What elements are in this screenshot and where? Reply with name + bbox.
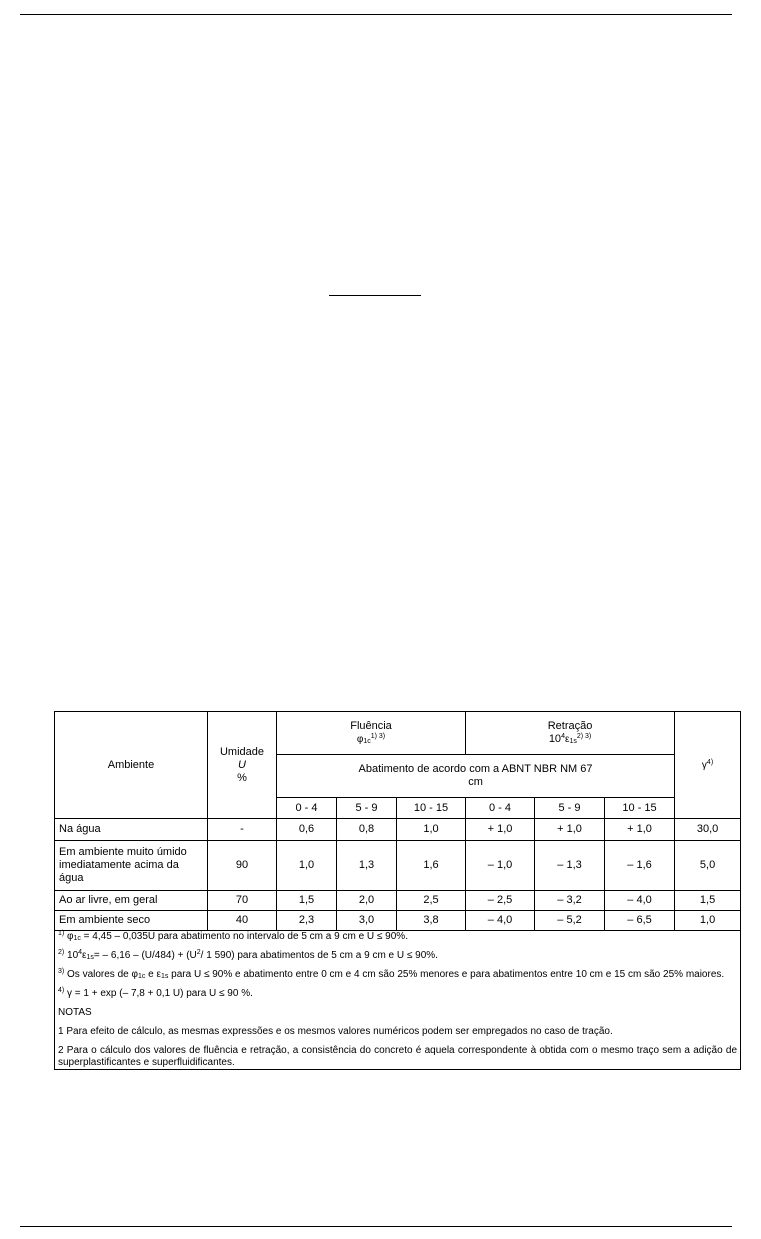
cell-fluencia: 0,6 xyxy=(277,819,337,841)
cell-retracao: – 4,0 xyxy=(605,891,675,911)
note-2: 2 Para o cálculo dos valores de fluência e retração, a consistência do concreto é aquela correspondente à obtida com o mesmo traço sem a adição de superplastificantes e superfluidificantes. xyxy=(58,1045,738,1068)
cell-retracao: – 2,5 xyxy=(466,891,535,911)
cell-fluencia: 1,5 xyxy=(277,891,337,911)
cell-gamma: 5,0 xyxy=(675,841,741,891)
note-1: 1 Para efeito de cálculo, as mesmas expressões e os mesmos valores numéricos podem ser empregados no caso de tração. xyxy=(58,1026,613,1037)
header-retracao: Retração $10^4\varepsilon_{1s}^{2) 3)}$ xyxy=(466,712,675,755)
table-row xyxy=(55,819,741,841)
footnotes-row xyxy=(55,931,741,1070)
cell-retracao: – 6,5 xyxy=(605,911,675,931)
range-header: 0 - 4 xyxy=(466,798,535,819)
cell-retracao: – 5,2 xyxy=(535,911,605,931)
range-header: 10 - 15 xyxy=(605,798,675,819)
header-gamma: $\gamma^{4)}$ xyxy=(675,712,741,819)
cell-retracao: – 1,0 xyxy=(466,841,535,891)
cell-fluencia: 1,0 xyxy=(397,819,466,841)
cell-fluencia: 0,8 xyxy=(337,819,397,841)
fraction-bar xyxy=(329,295,421,296)
cell-ambiente: Em ambiente muito úmido imediatamente acima da água xyxy=(55,841,208,891)
cell-ambiente: Ao ar livre, em geral xyxy=(55,891,208,911)
range-header: 5 - 9 xyxy=(535,798,605,819)
cell-umidade: 70 xyxy=(208,891,277,911)
cell-fluencia: 2,0 xyxy=(337,891,397,911)
table-row xyxy=(55,891,741,911)
cell-fluencia: 3,0 xyxy=(337,911,397,931)
cell-retracao: – 3,2 xyxy=(535,891,605,911)
cell-gamma: 1,0 xyxy=(675,911,741,931)
cell-retracao: + 1,0 xyxy=(466,819,535,841)
bottom-rule xyxy=(20,1226,732,1227)
cell-ambiente: Na água xyxy=(55,819,208,841)
cell-umidade: 40 xyxy=(208,911,277,931)
range-header: 5 - 9 xyxy=(337,798,397,819)
cell-fluencia: 3,8 xyxy=(397,911,466,931)
header-umidade: Umidade U % xyxy=(208,712,277,819)
top-rule xyxy=(20,14,732,15)
cell-retracao: – 1,6 xyxy=(605,841,675,891)
footnote-3: $^{3)}$ Os valores de $\varphi_{1c}$ e $\varepsilon_{1s}$ para U ≤ 90% e abatimento entre 0 cm e 4 cm são 25% menores e para abatimentos entre 10 cm e 15 cm são 25% maiores. xyxy=(58,968,725,980)
footnotes xyxy=(55,931,741,1070)
cell-retracao: + 1,0 xyxy=(535,819,605,841)
cell-fluencia: 2,3 xyxy=(277,911,337,931)
cell-gamma: 30,0 xyxy=(675,819,741,841)
notes-title: NOTAS xyxy=(58,1007,92,1018)
cell-gamma: 1,5 xyxy=(675,891,741,911)
cell-retracao: – 4,0 xyxy=(466,911,535,931)
header-row-1 xyxy=(55,712,741,755)
footnote-2: $^{2)}$ $10^4\varepsilon_{1s}= - 6,16 - (U/484) + (U^2/$ 1 590) para abatimentos de 5 cm a 9 cm e U ≤ 90%. xyxy=(58,949,438,961)
cell-retracao: + 1,0 xyxy=(605,819,675,841)
cell-fluencia: 1,6 xyxy=(397,841,466,891)
cell-ambiente: Em ambiente seco xyxy=(55,911,208,931)
header-fluencia: Fluência $\varphi_{1c}^{1) 3)}$ xyxy=(277,712,466,755)
footnote-4: $^{4)}$ γ = 1 + exp (– 7,8 + 0,1 U) para U ≤ 90 %. xyxy=(58,987,253,999)
header-abatimento: Abatimento de acordo com a ABNT NBR NM 67 cm xyxy=(277,755,675,798)
cell-retracao: – 1,3 xyxy=(535,841,605,891)
cell-umidade: - xyxy=(208,819,277,841)
cell-umidade: 90 xyxy=(208,841,277,891)
table-row xyxy=(55,911,741,931)
range-header: 10 - 15 xyxy=(397,798,466,819)
cell-fluencia: 1,3 xyxy=(337,841,397,891)
footnote-1: $^{1)}$ $\varphi_{1c} = 4,45 - 0,035U$ para abatimento no intervalo de 5 cm a 9 cm e U ≤ 90%. xyxy=(58,930,408,942)
range-header: 0 - 4 xyxy=(277,798,337,819)
header-ambiente: Ambiente xyxy=(55,712,208,819)
cell-fluencia: 2,5 xyxy=(397,891,466,911)
creep-shrinkage-table xyxy=(54,711,741,1070)
table-row xyxy=(55,841,741,891)
cell-fluencia: 1,0 xyxy=(277,841,337,891)
